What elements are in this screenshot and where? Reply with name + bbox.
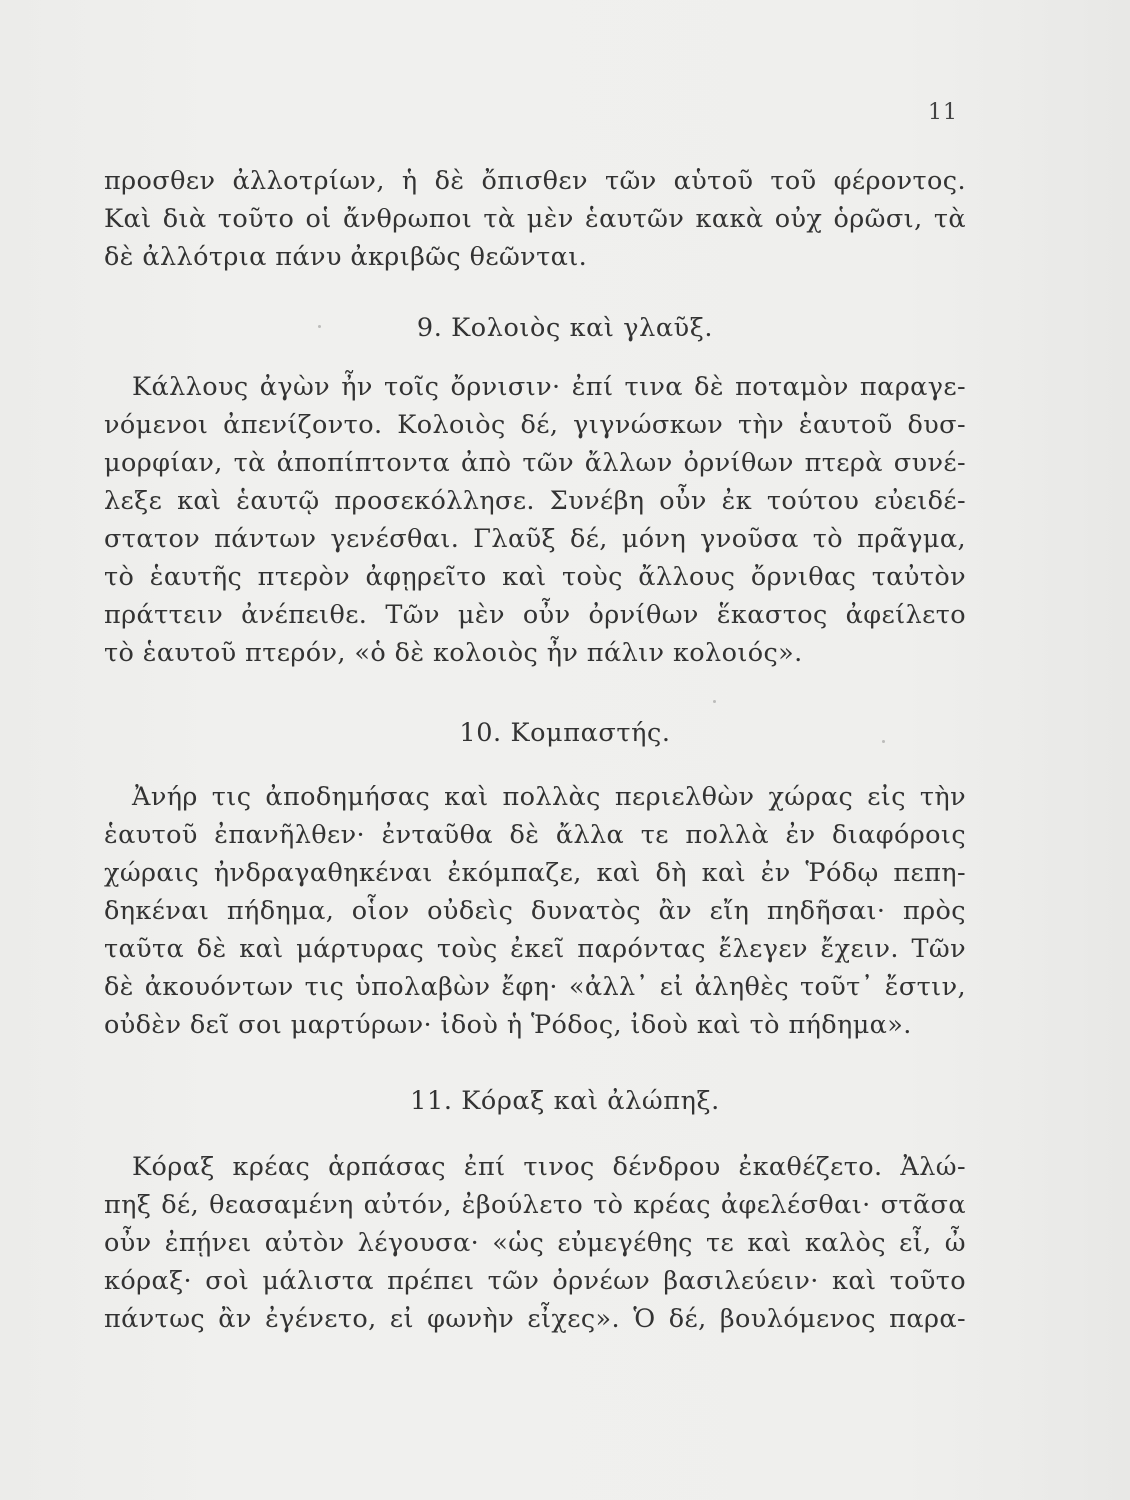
continuation-paragraph (104, 162, 966, 276)
page-number: 11 (928, 100, 958, 125)
text-line: οὖν ἐπῄνει αὐτὸν λέγουσα· «ὡς εὐμεγέθης τε καὶ καλὸς εἶ, ὦ (104, 1228, 966, 1258)
scan-speck (318, 325, 321, 328)
text-line: Ἀνήρ τις ἀποδημήσας καὶ πολλὰς περιελθὼν χώρας εἰς τὴν (132, 782, 966, 812)
fable-paragraph (104, 778, 966, 1044)
text-line: Καὶ διὰ τοῦτο οἱ ἄνθρωποι τὰ μὲν ἑαυτῶν κακὰ οὐχ ὁρῶσι, τὰ (104, 204, 966, 234)
fable-paragraph (104, 368, 966, 672)
text-line: Κόραξ κρέας ἁρπάσας ἐπί τινος δένδρου ἐκαθέζετο. Ἀλώ- (132, 1152, 966, 1182)
text-line: κόραξ· σοὶ μάλιστα πρέπει τῶν ὀρνέων βασιλεύειν· καὶ τοῦτο (104, 1266, 966, 1296)
text-line: νόμενοι ἀπενίζοντο. Κολοιὸς δέ, γιγνώσκων τὴν ἑαυτοῦ δυσ- (104, 410, 966, 440)
text-line: ἑαυτοῦ ἐπανῆλθεν· ἐνταῦθα δὲ ἄλλα τε πολλὰ ἐν διαφόροις (104, 820, 966, 850)
text-line: δὲ ἀλλότρια πάνυ ἀκριβῶς θεῶνται. (104, 242, 588, 272)
text-line: τὸ ἑαυτοῦ πτερόν, «ὁ δὲ κολοιὸς ἦν πάλιν κολοιός». (104, 638, 803, 668)
text-line: στατον πάντων γενέσθαι. Γλαῦξ δέ, μόνη γνοῦσα τὸ πρᾶγμα, (104, 524, 966, 554)
fable-heading: 9. Κολοιὸς καὶ γλαῦξ. (416, 313, 714, 343)
text-line: πηξ δέ, θεασαμένη αὐτόν, ἐβούλετο τὸ κρέας ἀφελέσθαι· στᾶσα (104, 1190, 966, 1220)
text-line: λεξε καὶ ἑαυτῷ προσεκόλλησε. Συνέβη οὖν ἐκ τούτου εὐειδέ- (104, 486, 966, 516)
text-line: χώραις ἠνδραγαθηκέναι ἐκόμπαζε, καὶ δὴ καὶ ἐν Ῥόδῳ πεπη- (104, 858, 966, 888)
text-line: τὸ ἑαυτῆς πτερὸν ἀφῃρεῖτο καὶ τοὺς ἄλλους ὄρνιθας ταὐτὸν (104, 562, 966, 592)
text-line: προσθεν ἀλλοτρίων, ἡ δὲ ὄπισθεν τῶν αὑτοῦ τοῦ φέροντος. (104, 166, 966, 196)
text-line: δὲ ἀκουόντων τις ὑπολαβὼν ἔφη· «ἀλλ᾽ εἰ ἀληθὲς τοῦτ᾽ ἔστιν, (104, 972, 966, 1002)
fable-paragraph (104, 1148, 966, 1338)
scan-speck (713, 700, 716, 703)
scan-speck (882, 740, 885, 743)
text-line: δηκέναι πήδημα, οἷον οὐδεὶς δυνατὸς ἂν εἴη πηδῆσαι· πρὸς (104, 896, 966, 926)
text-line: πάντως ἂν ἐγένετο, εἰ φωνὴν εἶχες». Ὁ δέ, βουλόμενος παρα- (104, 1304, 966, 1334)
fable-heading: 11. Κόραξ καὶ ἀλώπηξ. (410, 1086, 720, 1116)
text-line: μορφίαν, τὰ ἀποπίπτοντα ἀπὸ τῶν ἄλλων ὀρνίθων πτερὰ συνέ- (104, 448, 966, 478)
text-line: ταῦτα δὲ καὶ μάρτυρας τοὺς ἐκεῖ παρόντας ἔλεγεν ἔχειν. Τῶν (104, 934, 966, 964)
text-line: Κάλλους ἀγὼν ἦν τοῖς ὄρνισιν· ἐπί τινα δὲ ποταμὸν παραγε- (132, 372, 966, 402)
text-line: οὐδὲν δεῖ σοι μαρτύρων· ἰδοὺ ἡ Ῥόδος, ἰδοὺ καὶ τὸ πήδημα». (104, 1010, 912, 1040)
text-line: πράττειν ἀνέπειθε. Τῶν μὲν οὖν ὀρνίθων ἕκαστος ἀφείλετο (104, 600, 966, 630)
fable-heading: 10. Κομπαστής. (459, 718, 671, 748)
